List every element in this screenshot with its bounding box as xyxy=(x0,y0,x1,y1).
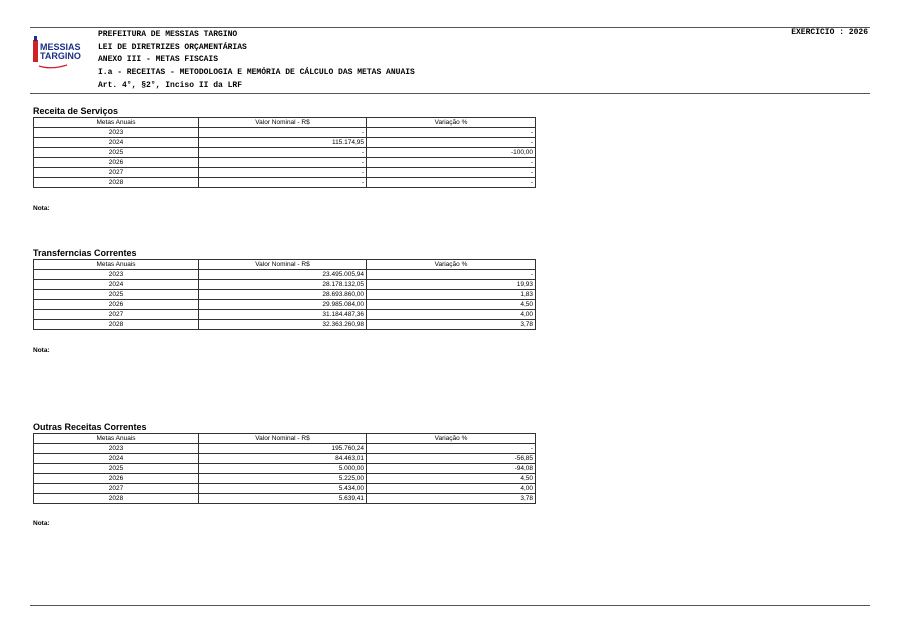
cell-variation: 3,78 xyxy=(367,320,536,330)
cell-variation: - xyxy=(367,168,536,178)
header-annex: ANEXO III - METAS FISCAIS xyxy=(98,55,219,64)
cell-variation: - xyxy=(367,178,536,188)
cell-year: 2025 xyxy=(34,464,199,474)
table-row xyxy=(34,494,536,504)
header-law: LEI DE DIRETRIZES ORÇAMENTÁRIAS xyxy=(98,43,247,52)
cell-value: 84.463,01 xyxy=(199,454,367,464)
nota-label: Nota: xyxy=(33,520,50,527)
table-row xyxy=(34,270,536,280)
cell-value: 31.184.487,36 xyxy=(199,310,367,320)
table-row xyxy=(34,178,536,188)
table-row xyxy=(34,484,536,494)
cell-value: 115.174,95 xyxy=(199,138,367,148)
metas-table xyxy=(33,259,536,330)
table-row xyxy=(34,138,536,148)
cell-year: 2028 xyxy=(34,494,199,504)
table-row xyxy=(34,148,536,158)
header-top-rule xyxy=(30,27,870,28)
table-row xyxy=(34,158,536,168)
table-header-row xyxy=(34,434,536,444)
col-header-valor-nominal: Valor Nominal - R$ xyxy=(199,260,367,270)
cell-year: 2026 xyxy=(34,474,199,484)
cell-value: - xyxy=(199,158,367,168)
table-row xyxy=(34,474,536,484)
col-header-metas-anuais: Metas Anuais xyxy=(34,260,199,270)
cell-value: - xyxy=(199,128,367,138)
section-title: Outras Receitas Correntes xyxy=(33,422,147,432)
cell-variation: 3,78 xyxy=(367,494,536,504)
footer-rule xyxy=(30,605,870,606)
cell-year: 2027 xyxy=(34,168,199,178)
header-municipality: PREFEITURA DE MESSIAS TARGINO xyxy=(98,30,238,39)
col-header-metas-anuais: Metas Anuais xyxy=(34,118,199,128)
col-header-metas-anuais: Metas Anuais xyxy=(34,434,199,444)
section-title: Receita de Serviços xyxy=(33,106,119,116)
nota-label: Nota: xyxy=(33,205,50,212)
cell-value: 32.363.260,98 xyxy=(199,320,367,330)
cell-variation: - xyxy=(367,158,536,168)
cell-year: 2024 xyxy=(34,280,199,290)
cell-value: 5.434,00 xyxy=(199,484,367,494)
table-row xyxy=(34,454,536,464)
cell-value: 29.985.084,00 xyxy=(199,300,367,310)
cell-year: 2027 xyxy=(34,484,199,494)
col-header-variacao: Variação % xyxy=(367,434,536,444)
cell-year: 2025 xyxy=(34,148,199,158)
cell-year: 2024 xyxy=(34,138,199,148)
cell-year: 2026 xyxy=(34,158,199,168)
cell-variation: - xyxy=(367,444,536,454)
cell-value: 195.760,24 xyxy=(199,444,367,454)
cell-value: 28.178.132,05 xyxy=(199,280,367,290)
cell-year: 2023 xyxy=(34,270,199,280)
cell-value: 5.225,00 xyxy=(199,474,367,484)
metas-table xyxy=(33,433,536,504)
col-header-variacao: Variação % xyxy=(367,260,536,270)
header-bottom-rule xyxy=(30,93,870,94)
table-row xyxy=(34,128,536,138)
cell-value: 5.639,41 xyxy=(199,494,367,504)
cell-variation: 1,83 xyxy=(367,290,536,300)
cell-variation: 19,93 xyxy=(367,280,536,290)
cell-variation: 4,50 xyxy=(367,474,536,484)
cell-value: 28.693.860,00 xyxy=(199,290,367,300)
cell-variation: -100,00 xyxy=(367,148,536,158)
cell-variation: -94,08 xyxy=(367,464,536,474)
cell-year: 2023 xyxy=(34,444,199,454)
table-row xyxy=(34,300,536,310)
cell-value: - xyxy=(199,148,367,158)
cell-value: - xyxy=(199,178,367,188)
cell-year: 2026 xyxy=(34,300,199,310)
table-row xyxy=(34,464,536,474)
cell-value: - xyxy=(199,168,367,178)
section-title: Transferncias Correntes xyxy=(33,248,137,258)
cell-variation: - xyxy=(367,128,536,138)
table-row xyxy=(34,280,536,290)
svg-text:MESSIAS: MESSIAS xyxy=(40,42,81,52)
table-row xyxy=(34,310,536,320)
municipality-logo xyxy=(31,34,81,74)
cell-value: 5.000,00 xyxy=(199,464,367,474)
table-row xyxy=(34,320,536,330)
cell-variation: - xyxy=(367,270,536,280)
cell-year: 2023 xyxy=(34,128,199,138)
header-article: Art. 4°, §2°, Inciso II da LRF xyxy=(98,81,243,90)
metas-table xyxy=(33,117,536,188)
svg-text:TARGINO: TARGINO xyxy=(40,51,81,61)
cell-variation: 4,50 xyxy=(367,300,536,310)
table-row xyxy=(34,444,536,454)
table-row xyxy=(34,290,536,300)
cell-year: 2028 xyxy=(34,178,199,188)
header-subtitle: I.a - RECEITAS - METODOLOGIA E MEMÓRIA DE CÁLCULO DAS METAS ANUAIS xyxy=(98,68,415,77)
cell-variation: 4,00 xyxy=(367,310,536,320)
cell-year: 2024 xyxy=(34,454,199,464)
col-header-valor-nominal: Valor Nominal - R$ xyxy=(199,118,367,128)
table-header-row xyxy=(34,260,536,270)
header-exercise: EXERCICIO : 2026 xyxy=(791,28,868,37)
table-row xyxy=(34,168,536,178)
cell-value: 23.495.005,94 xyxy=(199,270,367,280)
cell-year: 2027 xyxy=(34,310,199,320)
cell-variation: -56,85 xyxy=(367,454,536,464)
cell-variation: 4,00 xyxy=(367,484,536,494)
col-header-variacao: Variação % xyxy=(367,118,536,128)
cell-year: 2028 xyxy=(34,320,199,330)
cell-variation: - xyxy=(367,138,536,148)
cell-year: 2025 xyxy=(34,290,199,300)
col-header-valor-nominal: Valor Nominal - R$ xyxy=(199,434,367,444)
table-header-row xyxy=(34,118,536,128)
nota-label: Nota: xyxy=(33,347,50,354)
